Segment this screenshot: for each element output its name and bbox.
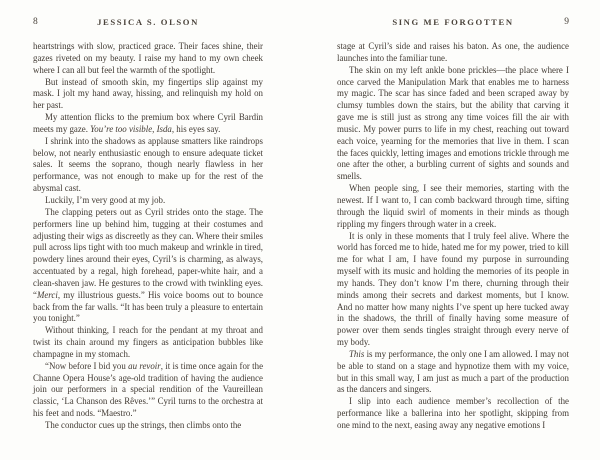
paragraph bbox=[337, 183, 569, 230]
text-run: heartstrings with slow, practiced grace. Their faces shine, their gazes riveted on my beauty. I raise my hand to my own cheek where I can all but feel the warmth of the spotlight. bbox=[33, 41, 263, 75]
paragraph bbox=[33, 112, 263, 136]
paragraph bbox=[33, 325, 263, 361]
text-run: The conductor cues up the strings, then climbs onto the bbox=[45, 420, 242, 430]
paragraph bbox=[33, 361, 263, 420]
text-run: But instead of smooth skin, my fingertips slip against my mask. I jolt my hand away, hissing, and relinquish my hold on her past. bbox=[33, 76, 263, 111]
right-page-number: 9 bbox=[564, 17, 569, 27]
text-run: , it is time once again for the Channe Opera House’s age-old tradition of having the audience join our performers in a special rendition of the Vaureillean classic, ‘La Chanson des Rêves.’” Cyril turns to the orchestra at his feet and nods. “Maestro.” bbox=[33, 360, 264, 419]
text-run: The clapping peters out as Cyril strides onto the stage. The performers line up behind him, tugging at their costumes and adjusting their wigs as discreetly as they can. Where their smiles pull across lips tight with too much makeup and wrinkle in tired, powdery lines around their eyes, Cyril’s is charming, as always, accentuated by a regal, high forehead, paper-white hair, and a clean-shaven jaw. He gestures to the crowd with twinkling eyes. “ bbox=[33, 206, 263, 300]
left-page-body bbox=[33, 41, 263, 432]
text-run: Without thinking, I reach for the pendant at my throat and twist its chain around my fingers as anticipation bubbles like champagne in my stomach. bbox=[33, 325, 263, 359]
paragraph bbox=[33, 41, 263, 77]
text-run: stage at Cyril’s side and raises his baton. As one, the audience launches into the familiar tune. bbox=[337, 41, 569, 63]
text-run: “Now before I bid you bbox=[45, 360, 129, 371]
text-run: I shrink into the shadows as applause smatters like raindrops below, not nearly enthusiastic enough to ensure adequate ticket sales. It seems the soprano, though nearly flawless in her performance, was not enough to make up for the rest of the abysmal cast. bbox=[33, 135, 263, 194]
text-run: My attention flicks to the premium box where Cyril Bardin meets my gaze. bbox=[33, 112, 263, 134]
text-run: The skin on my left ankle bone prickles—the place where I once carved the Manipulation Mark that enables me to harness my magic. The scar has since faded and been scraped away by clumsy tumbles down the stairs, but the ability that carving it gave me is still just as strong any time voices fill the air with music. My power purrs to life in my chest, reaching out toward each voice, yearning for the memories that live in them. I scan the faces quickly, letting images and emotions trickle through me one after the other, a burbling current of sights and sounds and smells. bbox=[337, 64, 569, 182]
paragraph bbox=[33, 77, 263, 113]
text-run: is my performance, the only one I am allowed. I may not be able to stand on a stage and hypnotize them with my voice, but in this small way, I am just as much a part of the production as the dancers and singers. bbox=[337, 348, 569, 395]
paragraph bbox=[337, 65, 569, 183]
italic-text-run: au revoir bbox=[128, 360, 161, 371]
paragraph bbox=[33, 207, 263, 325]
paragraph bbox=[337, 396, 569, 432]
paragraph bbox=[33, 195, 263, 207]
paragraph bbox=[33, 420, 263, 432]
text-run: , my illustrious guests.” His voice booms out to bounce back from the far walls. “It has been truly a pleasure to entertain you tonight.” bbox=[33, 289, 263, 324]
italic-text-run: This bbox=[349, 348, 365, 359]
left-running-head-text: JESSICA S. OLSON bbox=[97, 17, 199, 27]
left-running-head bbox=[33, 17, 263, 30]
right-running-head-text: SING ME FORGOTTEN bbox=[392, 17, 514, 27]
text-run: Luckily, I’m very good at my job. bbox=[45, 194, 166, 205]
right-page bbox=[300, 0, 600, 460]
paragraph bbox=[337, 41, 569, 65]
italic-text-run: Merci bbox=[36, 289, 58, 300]
left-page-number: 8 bbox=[33, 17, 38, 27]
paragraph bbox=[33, 136, 263, 195]
right-page-body bbox=[337, 41, 569, 432]
text-run: his eyes say. bbox=[174, 123, 221, 134]
italic-text-run: You’re too visible, Isda, bbox=[90, 123, 175, 134]
text-run: When people sing, I see their memories, starting with the newest. If I want to, I can comb backward through time, sifting through the liquid swirl of moments in their minds as though rippling my fingers through water in a creek. bbox=[337, 183, 569, 229]
paragraph bbox=[337, 231, 569, 349]
right-running-head bbox=[337, 17, 569, 30]
text-run: It is only in these moments that I truly feel alive. Where the world has forced me to hide, hated me for my power, tried to kill me for what I am, I have found my purpose in surrounding myself with its music and holding the memories of its people in my hands. They don’t know I’m there, churning through their minds among their secrets and darkest moments, but I know. And no matter how many nights I’ve spent up here tucked away in the shadows, the thrill of finally having some measure of power over them sends tingles straight through every nerve of my body. bbox=[337, 230, 569, 348]
paragraph bbox=[337, 349, 569, 396]
text-run: I slip into each audience member’s recollection of the performance like a ballerina into her spotlight, skipping from one mind to the next, easing away any negative emotions I bbox=[337, 396, 569, 430]
